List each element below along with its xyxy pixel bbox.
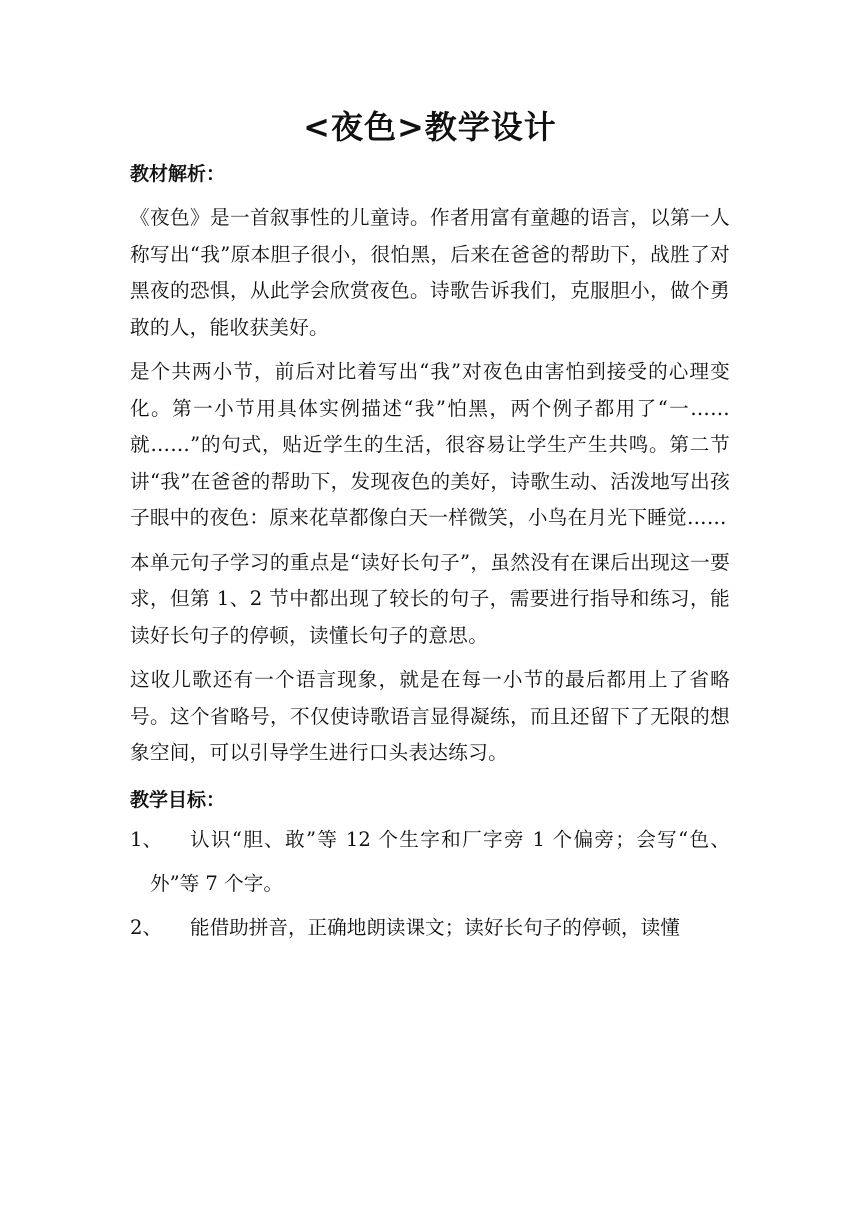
section-analysis (130, 154, 730, 772)
goal-item-text: 能借助拼音，正确地朗读课文；读好长句子的停顿，读懂 (190, 915, 680, 939)
analysis-paragraph-4: 这收儿歌还有一个语言现象，就是在每一小节的最后都用上了省略号。这个省略号，不仅使诗歌语言显得凝练，而且还留下了无限的想象空间，可以引导学生进行口头表达练习。 (130, 668, 730, 764)
goal-item-number: 2、 (130, 915, 163, 939)
document-title: <夜色>教学设计 (303, 108, 557, 146)
section-heading-analysis: 教材解析： (130, 163, 226, 185)
analysis-paragraph-3: 本单元句子学习的重点是“读好长句子”，虽然没有在课后出现这一要求，但第 1、2 节中都出现了较长的句子，需要进行指导和练习，能读好长句子的停顿，读懂长句子的意思。 (130, 550, 730, 647)
goal-item-1 (130, 818, 730, 906)
goal-item-2 (130, 906, 730, 950)
goal-item-number: 1、 (130, 827, 163, 851)
analysis-paragraph-1: 《夜色》是一首叙事性的儿童诗。作者用富有童趣的语言，以第一人称写出“我”原本胆子很小，很怕黑，后来在爸爸的帮助下，战胜了对黑夜的恐惧，从此学会欣赏夜色。诗歌告诉我们，克服胆小，做个勇敢的人，能收获美好。 (130, 206, 730, 339)
section-goals (130, 780, 730, 950)
goal-item-text: 认识“胆、敢”等 12 个生字和厂字旁 1 个偏旁；会写“色、外”等 7 个字。 (150, 827, 730, 895)
section-heading-goals: 教学目标： (130, 788, 226, 811)
document-page (130, 100, 730, 950)
analysis-paragraph-2: 是个共两小节，前后对比着写出“我”对夜色由害怕到接受的心理变化。第一小节用具体实例描述“我”怕黑，两个例子都用了“一……就……”的句式，贴近学生的生活，很容易让学生产生共鸣。第二节讲“我”在爸爸的帮助下，发现夜色的美好，诗歌生动、活泼地写出孩子眼中的夜色：原来花草都像白天一样微笑，小鸟在月光下睡觉…… (130, 360, 730, 529)
